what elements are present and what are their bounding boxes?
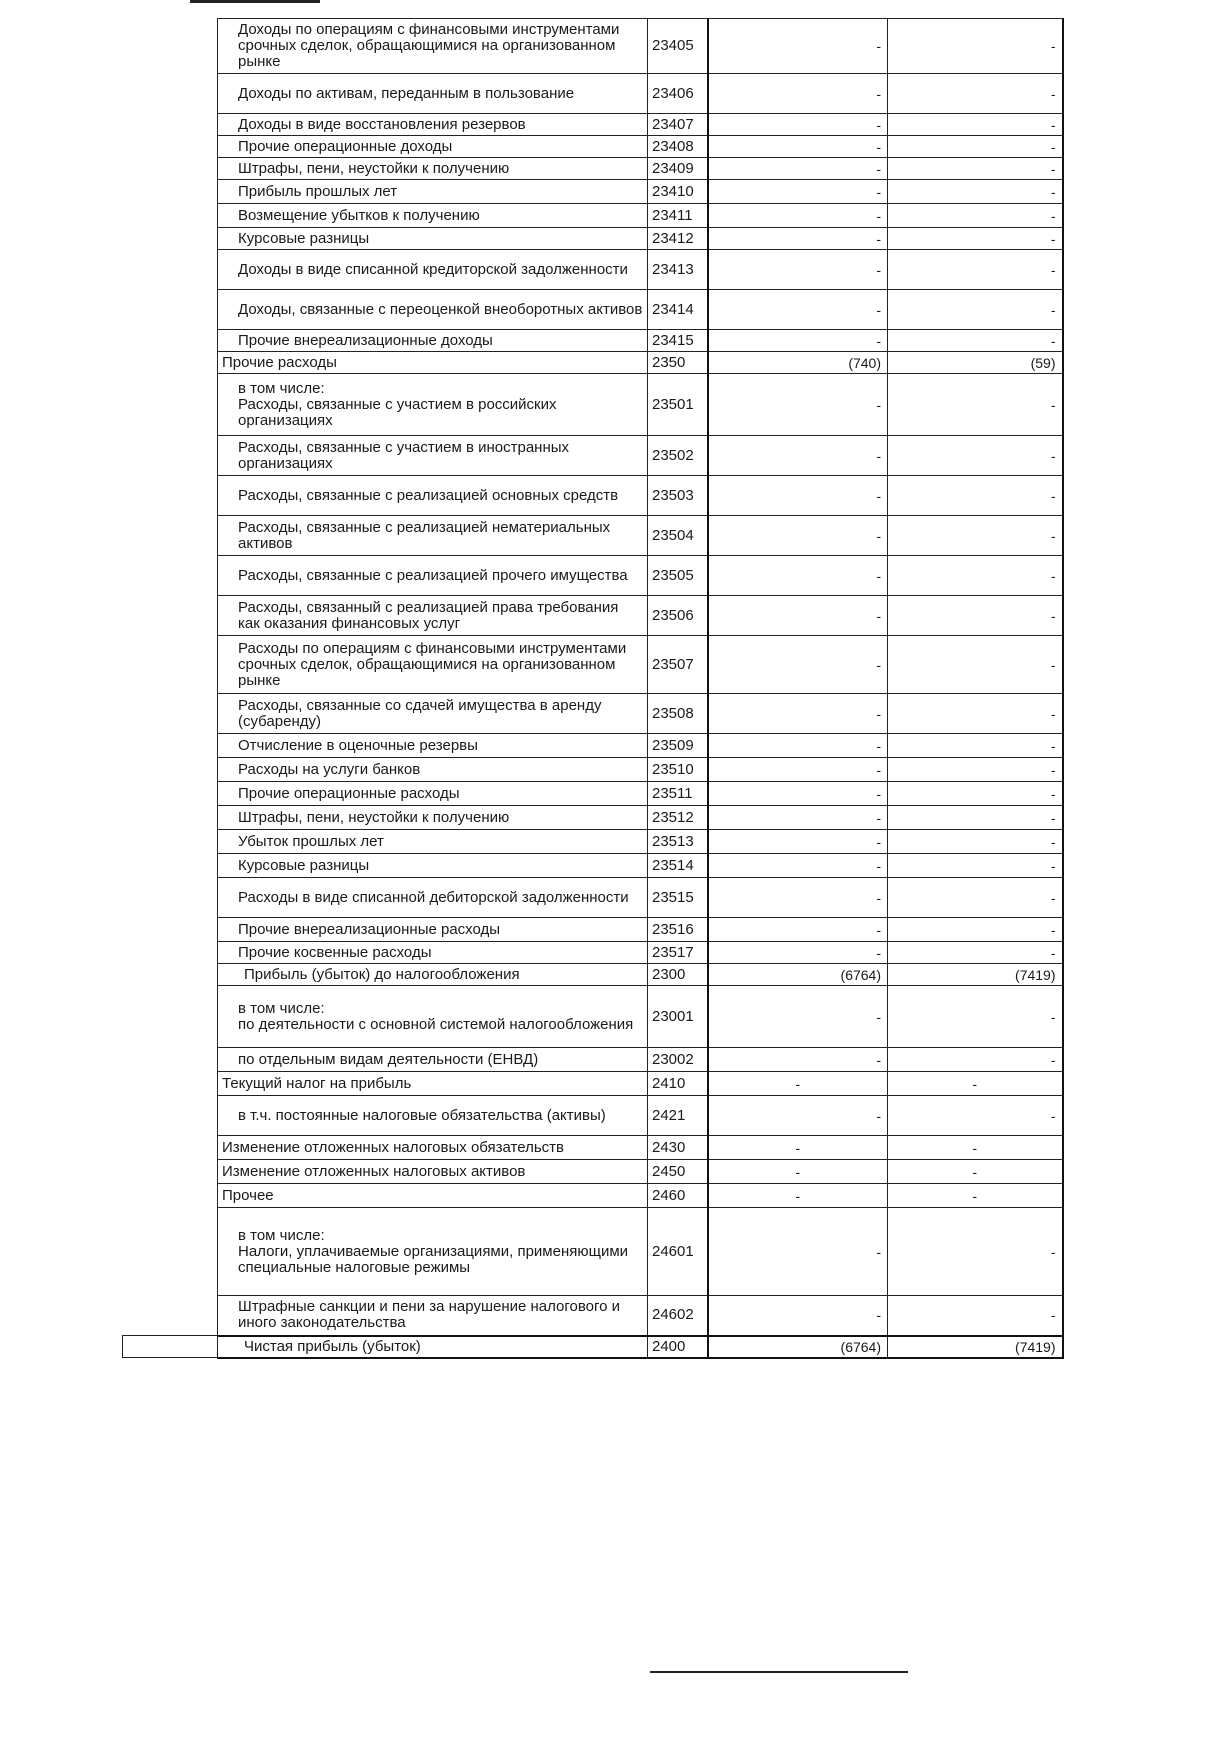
row-indicator-name: Доходы, связанные с переоценкой внеоборотных активов (218, 290, 648, 330)
row-margin-cell (123, 516, 218, 556)
row-previous-period-value: - (888, 1296, 1063, 1336)
row-line-code: 23001 (648, 986, 708, 1048)
row-line-code: 2300 (648, 964, 708, 986)
row-line-code: 23508 (648, 694, 708, 734)
row-indicator-name: Прочие косвенные расходы (218, 942, 648, 964)
row-indicator-name: Расходы, связанный с реализацией права требования как оказания финансовых услуг (218, 596, 648, 636)
row-margin-cell (123, 290, 218, 330)
row-margin-cell (123, 636, 218, 694)
row-current-period-value: - (708, 1160, 888, 1184)
row-indicator-name: Убыток прошлых лет (218, 830, 648, 854)
row-previous-period-value: - (888, 436, 1063, 476)
table-row (123, 516, 1063, 556)
row-line-code: 23002 (648, 1048, 708, 1072)
row-indicator-name: Расходы, связанные с реализацией нематериальных активов (218, 516, 648, 556)
row-previous-period-value: - (888, 74, 1063, 114)
row-line-code: 24601 (648, 1208, 708, 1296)
row-current-period-value: (6764) (708, 1336, 888, 1358)
row-line-code: 2400 (648, 1336, 708, 1358)
row-current-period-value: - (708, 1072, 888, 1096)
row-margin-cell (123, 854, 218, 878)
row-line-code: 23409 (648, 158, 708, 180)
row-indicator-name: Курсовые разницы (218, 854, 648, 878)
row-line-code: 2421 (648, 1096, 708, 1136)
row-previous-period-value: - (888, 250, 1063, 290)
row-current-period-value: - (708, 180, 888, 204)
row-current-period-value: - (708, 1184, 888, 1208)
row-indicator-name: Чистая прибыль (убыток) (218, 1336, 648, 1358)
row-line-code: 23407 (648, 114, 708, 136)
row-indicator-name: Доходы в виде списанной кредиторской задолженности (218, 250, 648, 290)
report-body (123, 19, 1063, 1358)
row-margin-cell (123, 74, 218, 114)
row-current-period-value: - (708, 734, 888, 758)
row-margin-cell (123, 204, 218, 228)
table-row (123, 352, 1063, 374)
row-previous-period-value: - (888, 734, 1063, 758)
row-margin-cell (123, 352, 218, 374)
row-indicator-name: Прибыль прошлых лет (218, 180, 648, 204)
row-line-code: 23514 (648, 854, 708, 878)
row-margin-cell (123, 556, 218, 596)
table-row (123, 158, 1063, 180)
row-line-code: 23411 (648, 204, 708, 228)
row-previous-period-value: - (888, 114, 1063, 136)
row-margin-cell (123, 1048, 218, 1072)
row-previous-period-value: - (888, 694, 1063, 734)
row-previous-period-value: - (888, 1208, 1063, 1296)
row-indicator-name: в том числе: по деятельности с основной системой налогообложения (218, 986, 648, 1048)
row-margin-cell (123, 374, 218, 436)
table-row (123, 1160, 1063, 1184)
row-margin-cell (123, 1160, 218, 1184)
row-line-code: 2460 (648, 1184, 708, 1208)
row-margin-cell (123, 136, 218, 158)
row-previous-period-value: - (888, 636, 1063, 694)
row-line-code: 23510 (648, 758, 708, 782)
row-previous-period-value: - (888, 1072, 1063, 1096)
row-line-code: 2430 (648, 1136, 708, 1160)
row-current-period-value: - (708, 1048, 888, 1072)
row-indicator-name: Изменение отложенных налоговых обязательств (218, 1136, 648, 1160)
row-previous-period-value: - (888, 556, 1063, 596)
table-row (123, 918, 1063, 942)
table-row (123, 1136, 1063, 1160)
row-indicator-name: Доходы по активам, переданным в пользование (218, 74, 648, 114)
row-line-code: 2350 (648, 352, 708, 374)
table-row (123, 806, 1063, 830)
row-indicator-name: Расходы по операциям с финансовыми инструментами срочных сделок, обращающимися на организованном рынке (218, 636, 648, 694)
row-line-code: 23504 (648, 516, 708, 556)
table-row (123, 228, 1063, 250)
row-current-period-value: - (708, 330, 888, 352)
row-margin-cell (123, 918, 218, 942)
row-previous-period-value: - (888, 1048, 1063, 1072)
row-previous-period-value: (7419) (888, 1336, 1063, 1358)
row-margin-cell (123, 1336, 218, 1358)
row-margin-cell (123, 158, 218, 180)
table-row (123, 250, 1063, 290)
row-line-code: 23516 (648, 918, 708, 942)
row-previous-period-value: - (888, 830, 1063, 854)
row-line-code: 23415 (648, 330, 708, 352)
row-margin-cell (123, 436, 218, 476)
row-line-code: 2450 (648, 1160, 708, 1184)
row-previous-period-value: - (888, 806, 1063, 830)
row-indicator-name: в том числе: Налоги, уплачиваемые организациями, применяющими специальные налоговые режимы (218, 1208, 648, 1296)
row-previous-period-value: - (888, 180, 1063, 204)
table-row (123, 986, 1063, 1048)
financial-results-table (122, 18, 1064, 1359)
row-current-period-value: - (708, 228, 888, 250)
table-row (123, 1048, 1063, 1072)
row-current-period-value: - (708, 986, 888, 1048)
row-margin-cell (123, 1136, 218, 1160)
row-current-period-value: - (708, 436, 888, 476)
row-indicator-name: Прочие операционные доходы (218, 136, 648, 158)
row-margin-cell (123, 596, 218, 636)
table-row (123, 854, 1063, 878)
row-current-period-value: - (708, 878, 888, 918)
row-previous-period-value: - (888, 596, 1063, 636)
row-current-period-value: (6764) (708, 964, 888, 986)
row-previous-period-value: - (888, 986, 1063, 1048)
table-row (123, 758, 1063, 782)
table-row (123, 830, 1063, 854)
row-current-period-value: - (708, 918, 888, 942)
row-margin-cell (123, 964, 218, 986)
row-indicator-name: Отчисление в оценочные резервы (218, 734, 648, 758)
row-previous-period-value: - (888, 918, 1063, 942)
row-previous-period-value: - (888, 854, 1063, 878)
row-margin-cell (123, 1296, 218, 1336)
row-indicator-name: Прочее (218, 1184, 648, 1208)
table-row (123, 556, 1063, 596)
row-previous-period-value: - (888, 19, 1063, 74)
row-indicator-name: Расходы, связанные с реализацией прочего имущества (218, 556, 648, 596)
row-line-code: 23511 (648, 782, 708, 806)
row-line-code: 23505 (648, 556, 708, 596)
row-current-period-value: - (708, 596, 888, 636)
row-margin-cell (123, 830, 218, 854)
row-previous-period-value: - (888, 204, 1063, 228)
row-indicator-name: Штрафы, пени, неустойки к получению (218, 806, 648, 830)
row-current-period-value: - (708, 636, 888, 694)
row-current-period-value: - (708, 694, 888, 734)
table-row (123, 636, 1063, 694)
row-previous-period-value: - (888, 1096, 1063, 1136)
row-previous-period-value: - (888, 1160, 1063, 1184)
row-line-code: 23507 (648, 636, 708, 694)
row-indicator-name: Прибыль (убыток) до налогообложения (218, 964, 648, 986)
row-indicator-name: Прочие расходы (218, 352, 648, 374)
row-previous-period-value: - (888, 158, 1063, 180)
row-current-period-value: - (708, 758, 888, 782)
row-current-period-value: - (708, 1096, 888, 1136)
table-row (123, 1184, 1063, 1208)
row-indicator-name: Текущий налог на прибыль (218, 1072, 648, 1096)
row-current-period-value: (740) (708, 352, 888, 374)
row-indicator-name: Курсовые разницы (218, 228, 648, 250)
row-margin-cell (123, 878, 218, 918)
row-indicator-name: Доходы по операциям с финансовыми инструментами срочных сделок, обращающимися на организованном рынке (218, 19, 648, 74)
table-row (123, 964, 1063, 986)
row-margin-cell (123, 1208, 218, 1296)
row-line-code: 23413 (648, 250, 708, 290)
row-previous-period-value: - (888, 136, 1063, 158)
row-previous-period-value: - (888, 228, 1063, 250)
row-line-code: 23410 (648, 180, 708, 204)
row-line-code: 23515 (648, 878, 708, 918)
row-margin-cell (123, 758, 218, 782)
row-margin-cell (123, 782, 218, 806)
table-row (123, 1296, 1063, 1336)
row-current-period-value: - (708, 19, 888, 74)
row-indicator-name: Штрафные санкции и пени за нарушение налогового и иного законодательства (218, 1296, 648, 1336)
table-row (123, 436, 1063, 476)
row-indicator-name: Расходы, связанные с участием в иностранных организациях (218, 436, 648, 476)
row-current-period-value: - (708, 114, 888, 136)
row-current-period-value: - (708, 854, 888, 878)
row-current-period-value: - (708, 782, 888, 806)
row-current-period-value: - (708, 136, 888, 158)
row-current-period-value: - (708, 374, 888, 436)
row-margin-cell (123, 1096, 218, 1136)
row-current-period-value: - (708, 516, 888, 556)
row-line-code: 23517 (648, 942, 708, 964)
row-indicator-name: в том числе: Расходы, связанные с участием в российских организациях (218, 374, 648, 436)
row-margin-cell (123, 228, 218, 250)
row-previous-period-value: - (888, 330, 1063, 352)
table-row (123, 694, 1063, 734)
row-current-period-value: - (708, 1296, 888, 1336)
table-row (123, 1208, 1063, 1296)
row-previous-period-value: (59) (888, 352, 1063, 374)
row-indicator-name: Доходы в виде восстановления резервов (218, 114, 648, 136)
row-current-period-value: - (708, 1136, 888, 1160)
row-current-period-value: - (708, 556, 888, 596)
row-current-period-value: - (708, 290, 888, 330)
row-line-code: 2410 (648, 1072, 708, 1096)
table-row (123, 782, 1063, 806)
row-line-code: 23513 (648, 830, 708, 854)
row-margin-cell (123, 19, 218, 74)
row-line-code: 23509 (648, 734, 708, 758)
row-previous-period-value: - (888, 290, 1063, 330)
row-current-period-value: - (708, 204, 888, 228)
row-previous-period-value: - (888, 942, 1063, 964)
table-row (123, 878, 1063, 918)
row-indicator-name: Расходы, связанные с реализацией основных средств (218, 476, 648, 516)
row-previous-period-value: - (888, 476, 1063, 516)
row-line-code: 23502 (648, 436, 708, 476)
row-indicator-name: по отдельным видам деятельности (ЕНВД) (218, 1048, 648, 1072)
row-current-period-value: - (708, 1208, 888, 1296)
row-indicator-name: Прочие внереализационные доходы (218, 330, 648, 352)
table-row (123, 114, 1063, 136)
signature-line (650, 1671, 908, 1673)
table-row (123, 476, 1063, 516)
table-row (123, 204, 1063, 228)
table-row (123, 1336, 1063, 1358)
row-indicator-name: Расходы, связанные со сдачей имущества в аренду (субаренду) (218, 694, 648, 734)
row-line-code: 23405 (648, 19, 708, 74)
row-current-period-value: - (708, 942, 888, 964)
row-indicator-name: Изменение отложенных налоговых активов (218, 1160, 648, 1184)
table-row (123, 330, 1063, 352)
scan-edge-line-top (190, 0, 320, 3)
row-margin-cell (123, 1184, 218, 1208)
row-previous-period-value: - (888, 782, 1063, 806)
table-row (123, 1072, 1063, 1096)
row-margin-cell (123, 734, 218, 758)
row-indicator-name: Штрафы, пени, неустойки к получению (218, 158, 648, 180)
table-row (123, 596, 1063, 636)
row-previous-period-value: - (888, 1184, 1063, 1208)
table-row (123, 180, 1063, 204)
row-indicator-name: Прочие операционные расходы (218, 782, 648, 806)
row-previous-period-value: (7419) (888, 964, 1063, 986)
row-margin-cell (123, 806, 218, 830)
row-current-period-value: - (708, 250, 888, 290)
row-line-code: 23414 (648, 290, 708, 330)
table-row (123, 734, 1063, 758)
row-margin-cell (123, 986, 218, 1048)
table-row (123, 374, 1063, 436)
row-margin-cell (123, 114, 218, 136)
table-row (123, 942, 1063, 964)
row-indicator-name: Расходы в виде списанной дебиторской задолженности (218, 878, 648, 918)
row-margin-cell (123, 942, 218, 964)
row-current-period-value: - (708, 476, 888, 516)
row-current-period-value: - (708, 806, 888, 830)
row-previous-period-value: - (888, 878, 1063, 918)
row-line-code: 23412 (648, 228, 708, 250)
row-previous-period-value: - (888, 1136, 1063, 1160)
row-line-code: 23512 (648, 806, 708, 830)
table-row (123, 74, 1063, 114)
row-margin-cell (123, 476, 218, 516)
row-indicator-name: Прочие внереализационные расходы (218, 918, 648, 942)
row-line-code: 23506 (648, 596, 708, 636)
row-line-code: 23408 (648, 136, 708, 158)
row-line-code: 24602 (648, 1296, 708, 1336)
row-previous-period-value: - (888, 516, 1063, 556)
table-row (123, 1096, 1063, 1136)
row-current-period-value: - (708, 74, 888, 114)
row-line-code: 23406 (648, 74, 708, 114)
row-margin-cell (123, 694, 218, 734)
row-current-period-value: - (708, 830, 888, 854)
table-row (123, 290, 1063, 330)
row-indicator-name: в т.ч. постоянные налоговые обязательства (активы) (218, 1096, 648, 1136)
row-line-code: 23503 (648, 476, 708, 516)
row-previous-period-value: - (888, 374, 1063, 436)
row-margin-cell (123, 180, 218, 204)
row-current-period-value: - (708, 158, 888, 180)
row-previous-period-value: - (888, 758, 1063, 782)
row-margin-cell (123, 330, 218, 352)
row-margin-cell (123, 1072, 218, 1096)
table-row (123, 19, 1063, 74)
row-indicator-name: Расходы на услуги банков (218, 758, 648, 782)
row-margin-cell (123, 250, 218, 290)
table-row (123, 136, 1063, 158)
row-line-code: 23501 (648, 374, 708, 436)
row-indicator-name: Возмещение убытков к получению (218, 204, 648, 228)
